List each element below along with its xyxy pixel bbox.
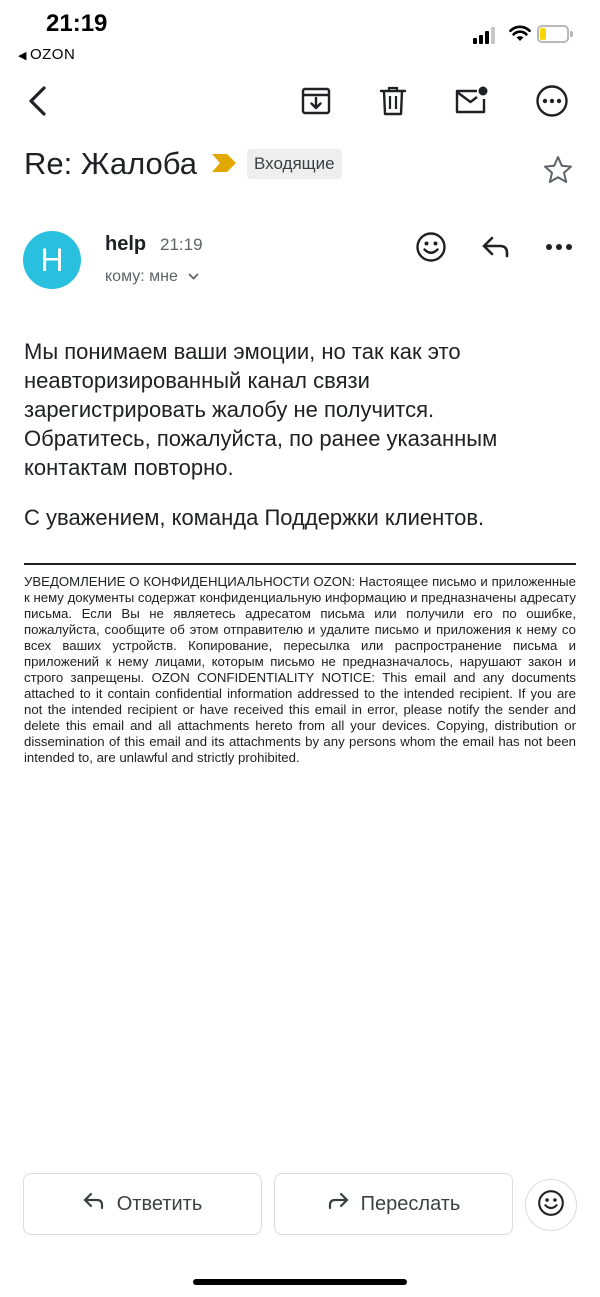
email-time: 21:19 (160, 235, 203, 254)
wifi-icon (508, 24, 532, 47)
reply-button[interactable] (23, 1173, 262, 1235)
battery-icon (537, 25, 569, 43)
sender-name: help (105, 233, 147, 255)
sender-avatar[interactable]: H (23, 231, 81, 289)
body-line: неавторизированный канал связи (24, 368, 370, 393)
chevron-down-icon (188, 268, 199, 285)
home-indicator[interactable] (193, 1279, 407, 1285)
reply-icon (83, 1192, 117, 1216)
more-options-icon[interactable] (534, 83, 570, 119)
back-app-label: OZON (29, 46, 76, 63)
body-line: контактам повторно. (24, 455, 234, 480)
trash-icon[interactable] (375, 83, 411, 119)
back-arrow-icon[interactable] (20, 83, 56, 119)
body-line: Обратитесь, пожалуйста, по ранее указанным (24, 426, 498, 451)
inbox-label-chip[interactable]: Входящие (247, 149, 342, 179)
confidentiality-notice: УВЕДОМЛЕНИЕ О КОНФИДЕНЦИАЛЬНОСТИ OZON: Настоящее письмо и приложенные к нему документы содержат конфиденциальную информацию и предназначены адресату письма. Если Вы не являетесь адресатом письма или получили его по ошибке, пожалуйста, сообщите об этом отправителю и удалите письмо и приложения к нему со всех ваших устройств. Копирование, пересылка или распространение письма и приложений к нему лицами, которым письмо не предназначалось, нарушают закон и строго запрещены. OZON CONFIDENTIALITY NOTICE: This email and any documents attached to it contain confidential information addressed to the intended recipient. If you are not the intended recipient or have received this email in error, please notify the sender and delete this email and all attachments hereto from all your devices. Copying, distribution or dissemination of this email and its attachments by any persons whom the email has not been intended to, are unlawful and strictly prohibited. (24, 574, 576, 765)
status-time: 21:19 (46, 10, 108, 37)
forward-button-label: Переслать (360, 1192, 461, 1215)
recipient-details[interactable] (105, 268, 199, 286)
email-subject: Re: Жалоба (24, 146, 198, 181)
mark-unread-icon[interactable] (453, 83, 489, 119)
reply-icon[interactable] (479, 230, 513, 264)
body-line: зарегистрировать жалобу не получится. (24, 397, 435, 422)
email-signature: С уважением, команда Поддержки клиентов. (24, 505, 485, 530)
more-icon[interactable] (542, 230, 576, 264)
back-triangle-icon: ◀ (18, 50, 27, 62)
recipient-label: кому: мне (105, 268, 178, 285)
back-to-app-link[interactable] (18, 46, 75, 63)
body-line: Мы понимаем ваши эмоции, но так как это (24, 339, 461, 364)
forward-button[interactable] (274, 1173, 513, 1235)
star-icon[interactable] (542, 154, 574, 191)
forward-icon (327, 1192, 361, 1216)
add-reaction-icon[interactable] (414, 230, 448, 264)
divider (24, 563, 576, 565)
email-body (24, 337, 584, 482)
archive-icon[interactable] (298, 83, 334, 119)
reply-button-label: Ответить (116, 1192, 203, 1215)
emoji-icon (537, 1189, 565, 1222)
importance-marker-icon[interactable] (210, 152, 238, 179)
cellular-signal-icon (473, 26, 497, 44)
emoji-reaction-button[interactable] (525, 1179, 577, 1231)
